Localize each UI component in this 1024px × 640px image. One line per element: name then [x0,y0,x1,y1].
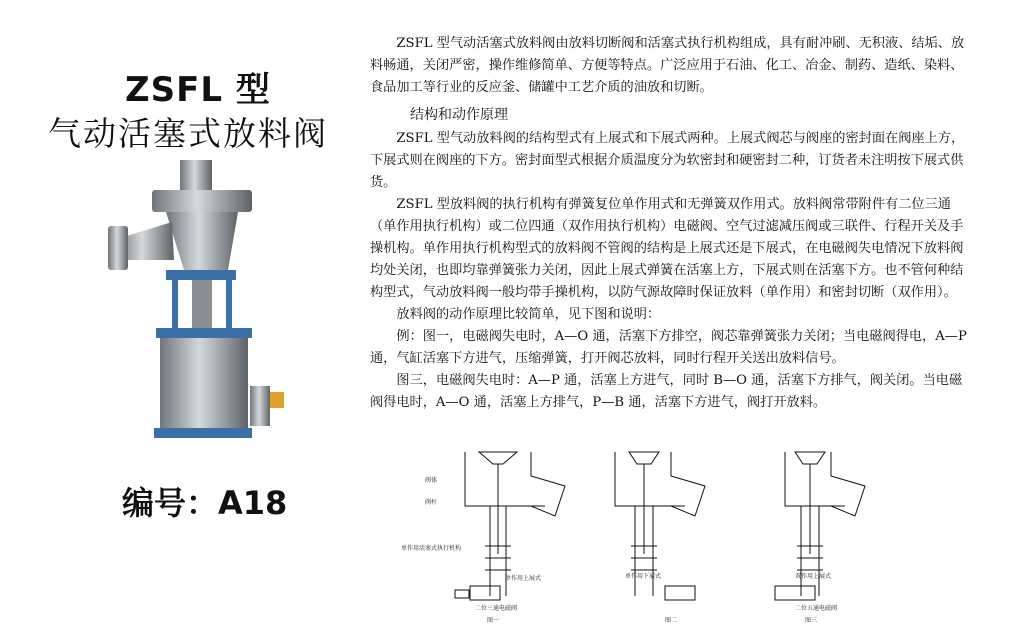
valve-product-image [100,160,300,460]
body-text [370,128,970,414]
fig3-type-label: 双作用上展式 [795,573,832,580]
fig1-stem-label: 阀杆 [425,499,438,506]
paragraph-actuator: ZSFL 型放料阀的执行机构有弹簧复位单作用式和无弹簧双作用式。放料阀常带附件有二位三通（单作用执行机构）或二位四通（双作用执行机构）电磁阀、空气过滤减压阀或三联件、行程开关及手操机构。单作用执行机构型式的放料阀不管阀的结构是上展式还是下展式，在电磁阀失电情况下放料阀均处关闭，也即均靠弹簧张力关闭，因此上展式弹簧在活塞上方，下展式则在活塞下方。也不管何种结构型式，气动放料阀一般均带手操机构，以防气源故障时保证放料（单作用）和密封切断（双作用）。 [370,197,964,300]
fig1-caption: 图一 [487,617,500,624]
fig1-valve-label: 二位三通电磁阀 [475,605,518,612]
intro-paragraph [370,33,970,99]
principle-diagrams [395,446,985,640]
intro-text: ZSFL 型气动活塞式放料阀由放料切断阀和活塞式执行机构组成，具有耐冲刷、无积液、结垢、放料畅通，关闭严密，操作维修简单、方便等特点。广泛应用于石油、化工、冶金、制药、造纸、染料、食品加工等行业的反应釜、储罐中工艺介质的油放和切断。 [370,36,965,95]
fig2-caption: 图二 [665,617,678,624]
fig3-valve-label: 二位五通电磁阀 [795,605,838,612]
fig3-caption: 图三 [805,617,818,624]
fig1-body-label: 阀体 [425,477,438,484]
product-model-title: ZSFL 型 [125,70,271,110]
product-name-title: 气动活塞式放料阀 [48,114,328,153]
product-code: 编号：A18 [122,484,288,522]
paragraph-structure: ZSFL 型气动放料阀的结构型式有上展式和下展式两种。上展式阀芯与阀座的密封面在阀座上方，下展式则在阀座的下方。密封面型式根据介质温度分为软密封和硬密封二种，订货者未注明按下展式供货。 [370,131,965,190]
section-heading: 结构和动作原理 [410,107,508,123]
fig1-actuator-label: 单作用活塞式执行机构 [401,545,462,552]
paragraph-fig3: 图三，电磁阀失电时：A—P 通，活塞上方进气，同时 B—O 通，活塞下方排气，阀关闭。当电磁阀得电时，A—O 通，活塞上方排气，P—B 通，活塞下方进气，阀打开放料。 [370,373,963,410]
fig2-type-label: 单作用下展式 [625,573,662,580]
paragraph-fig1: 例：图一，电磁阀失电时，A—O 通，活塞下方排空，阀芯靠弹簧张力关闭；当电磁阀得电，A—P 通，气缸活塞下方进气，压缩弹簧，打开阀芯放料，同时行程开关送出放料信号。 [370,329,967,366]
fig1-type-label: 单作用上展式 [505,575,542,582]
paragraph-principle: 放料阀的动作原理比较简单，见下图和说明： [396,307,661,322]
